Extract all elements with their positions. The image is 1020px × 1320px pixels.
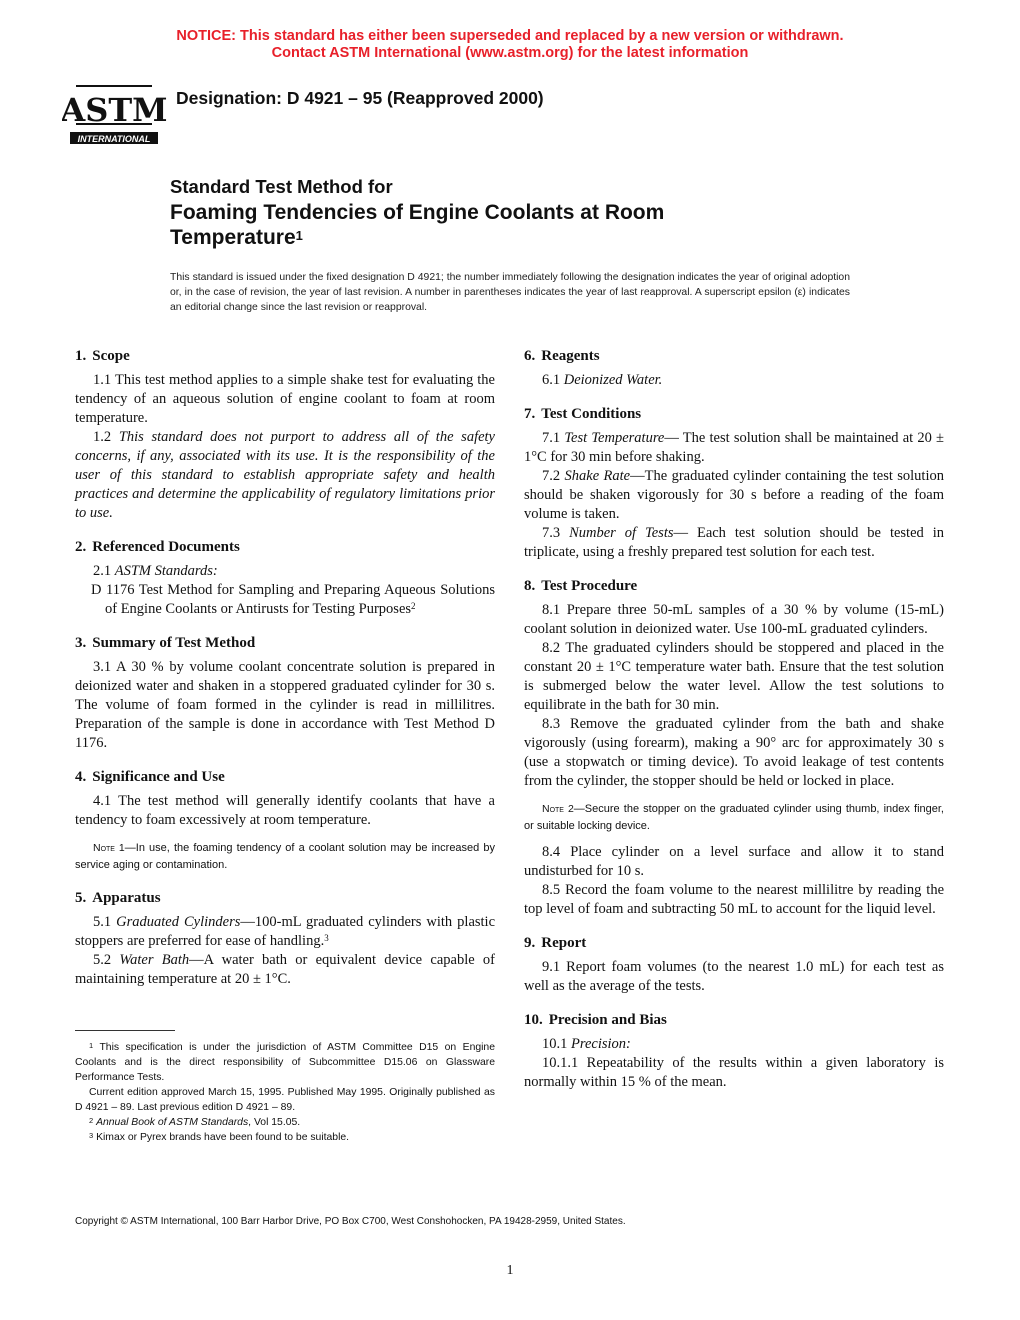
copyright: Copyright © ASTM International, 100 Barr Harbor Drive, PO Box C700, West Conshohocken, PA 19428-2959, United States.: [75, 1216, 626, 1227]
title-prefix: Standard Test Method for: [170, 176, 393, 197]
section-significance: [75, 767, 495, 874]
section-heading: 2. Referenced Documents: [75, 539, 240, 555]
section-heading: 5. Apparatus: [75, 890, 161, 906]
reference-entry: D 1176 Test Method for Sampling and Preparing Aqueous Solutions of Engine Coolants or Antirusts for Testing Purposes$^2$: [91, 582, 495, 617]
paragraph: 8.5 Record the foam volume to the nearest millilitre by reading the top level of foam and subtracting 50 mL to account for the liquid level.: [524, 882, 944, 917]
astm-logo-graphic: [62, 72, 168, 152]
paragraph: 1.1 This test method applies to a simple shake test for evaluating the tendency of an aqueous solution of engine coolant to foam at room temperature.: [75, 372, 495, 426]
section-test-conditions: [524, 404, 944, 562]
section-heading: 4. Significance and Use: [75, 769, 225, 785]
intro-paragraph: This standard is issued under the fixed designation D 4921; the number immediately following the designation indicates the year of original adoption or, in the case of revision, the year of last revision. A number in parentheses indicates the year of last reapproval. A superscript epsilon (ε) indicates an editorial change since the last revision or reapproval.: [170, 272, 850, 313]
title-footnote-mark: 1: [295, 228, 303, 243]
section-scope: [75, 346, 495, 523]
footnotes: [75, 1040, 495, 1145]
footnote-1b: Current edition approved March 15, 1995. Published May 1995. Originally published as D 4921 – 89. Last previous edition D 4921 – 89.: [75, 1087, 495, 1113]
paragraph: 2.1 ASTM Standards:: [93, 563, 218, 579]
paragraph: 7.3 Number of Tests— Each test solution should be tested in triplicate, using a freshly prepared test solution for each test.: [524, 525, 945, 560]
paragraph: 6.1 Deionized Water.: [542, 372, 663, 388]
paragraph: 8.3 Remove the graduated cylinder from the bath and shake vigorously (using forearm), making a 90° arc for approximately 30 s (use a stopwatch or timing device). To avoid leakage of test contents from the cylinder, the stopper should be held or locked in place.: [524, 716, 944, 789]
section-apparatus: [75, 888, 495, 989]
paragraph: 5.1 Graduated Cylinders—100-mL graduated cylinders with plastic stoppers are preferred for ease of handling.$^3$: [75, 914, 496, 949]
section-heading: 1. Scope: [75, 348, 130, 364]
title-main-text: Foaming Tendencies of Engine Coolants at Room Temperature: [170, 201, 665, 249]
section-report: [524, 933, 944, 996]
logo-text: INTERNATIONAL: [77, 134, 151, 144]
paragraph: 8.4 Place cylinder on a level surface and allow it to stand undisturbed for 10 s.: [524, 844, 944, 879]
paragraph: 3.1 A 30 % by volume coolant concentrate solution is prepared in deionized water and shaken in a stoppered graduated cylinder for 30 s. The volume of foam formed in the cylinder is read in millilitres. Preparation of the sample is done in accordance with Test Method D 1176.: [75, 659, 495, 751]
section-precision: [524, 1010, 944, 1092]
footnote-1: $^1$ This specification is under the jurisdiction of ASTM Committee D15 on Engine Coolants and is the direct responsibility of Subcommittee D15.06 on Glassware Performance Tests.: [75, 1041, 495, 1083]
paragraph: 5.2 Water Bath—A water bath or equivalent device capable of maintaining temperature at 20 ± 1°C.: [75, 952, 495, 987]
section-reagents: [524, 346, 944, 390]
astm-logo: [62, 72, 168, 152]
left-column: [75, 346, 495, 1003]
section-heading: 3. Summary of Test Method: [75, 635, 256, 651]
paragraph: 4.1 The test method will generally identify coolants that have a tendency to foam excessively at room temperature.: [75, 793, 495, 828]
paragraph: 8.2 The graduated cylinders should be stoppered and placed in the constant 20 ± 1°C temperature water bath. Ensure that the test solution is submerged below the water level. Allow the test solutions to equilibrate in the bath for 30 min.: [524, 640, 944, 713]
section-heading: 10. Precision and Bias: [524, 1012, 667, 1028]
right-column: [524, 346, 944, 1106]
note-1: Note 1—In use, the foaming tendency of a coolant solution may be increased by service aging or contamination.: [75, 842, 496, 871]
section-test-procedure: [524, 576, 944, 919]
footnote-divider: [75, 1030, 175, 1031]
paragraph: 9.1 Report foam volumes (to the nearest 1.0 mL) for each test as well as the average of the tests.: [524, 959, 944, 994]
document-title: [170, 200, 790, 250]
section-heading: 8. Test Procedure: [524, 578, 638, 594]
section-summary: [75, 633, 495, 753]
paragraph: 8.1 Prepare three 50-mL samples of a 30 % by volume (15-mL) coolant solution in deionized water. Use 100-mL graduated cylinders.: [524, 602, 944, 637]
page-number: 1: [506, 1263, 514, 1278]
section-heading: 6. Reagents: [524, 348, 600, 364]
notice-line-2: Contact ASTM International (www.astm.org) for the latest information: [271, 45, 749, 61]
paragraph: 10.1 Precision:: [542, 1036, 631, 1052]
section-referenced-documents: [75, 537, 495, 619]
footnote-3: $^3$ Kimax or Pyrex brands have been found to be suitable.: [89, 1131, 350, 1143]
footnote-2: $^2$ Annual Book of ASTM Standards, Vol 15.05.: [89, 1116, 301, 1128]
section-heading: 7. Test Conditions: [524, 406, 642, 422]
logo-letters: ASTM: [62, 91, 168, 129]
paragraph: 10.1.1 Repeatability of the results within a given laboratory is normally within 15 % of the mean.: [524, 1055, 944, 1090]
section-heading: 9. Report: [524, 935, 587, 951]
paragraph: 1.2 This standard does not purport to address all of the safety concerns, if any, associated with its use. It is the responsibility of the user of this standard to establish appropriate safety and health practices and determine the applicability of regulatory limitations prior to use.: [75, 429, 495, 521]
paragraph: 7.1 Test Temperature— The test solution shall be maintained at 20 ± 1°C for 30 min before shaking.: [524, 430, 945, 465]
designation: Designation: D 4921 – 95 (Reapproved 2000): [176, 88, 544, 108]
note-2: Note 2—Secure the stopper on the graduated cylinder using thumb, index finger, or suitable locking device.: [524, 803, 944, 832]
notice-line-1: NOTICE: This standard has either been superseded and replaced by a new version or withdrawn.: [176, 28, 844, 44]
paragraph: 7.2 Shake Rate—The graduated cylinder containing the test solution should be shaken vigorously for 30 s before a reading of the foam volume is taken.: [524, 468, 944, 522]
